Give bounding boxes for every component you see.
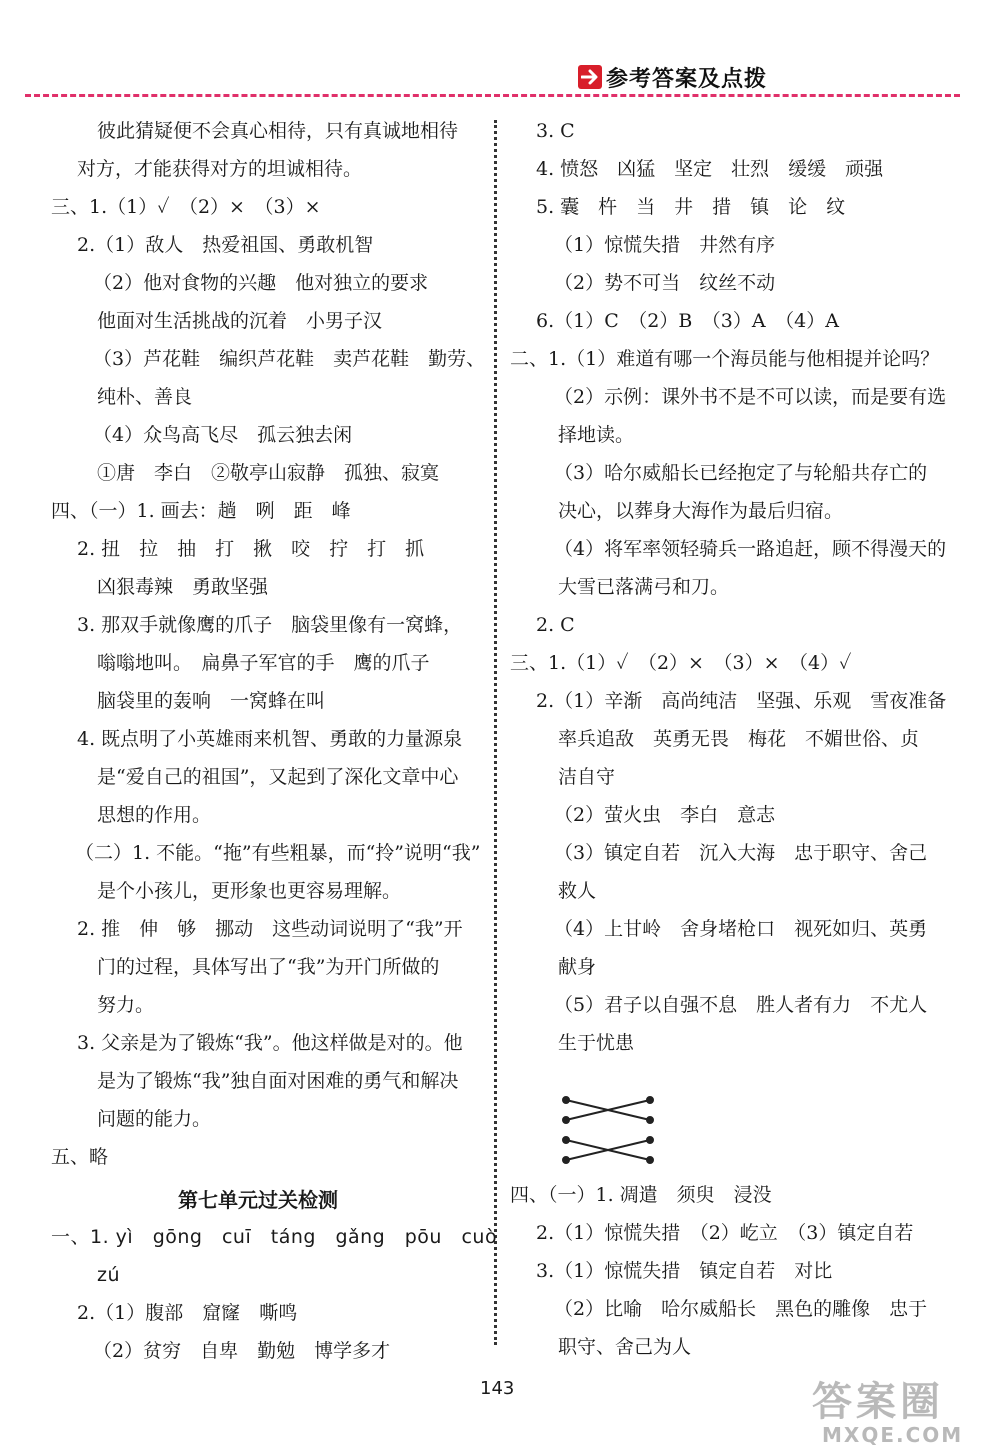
- answer-line: 4. 既点明了小英雄雨来机智、勇敢的力量源泉: [77, 728, 463, 750]
- answer-line: 问题的能力。: [97, 1108, 212, 1130]
- answer-line: （4）众鸟高飞尽 孤云独去闲: [93, 424, 353, 446]
- match-dot: [647, 1137, 653, 1143]
- answer-line: 五、略: [51, 1146, 109, 1168]
- answer-line: （2）萤火虫 李白 意志: [554, 804, 776, 826]
- answer-line: 2.（1）辛渐 高尚纯洁 坚强、乐观 雪夜准备: [536, 690, 947, 712]
- match-dot: [647, 1157, 653, 1163]
- answer-line: 二、1.（1）难道有哪一个海员能与他相提并论吗？: [510, 348, 940, 370]
- answer-line: 思想的作用。: [97, 804, 212, 826]
- answer-line: 一、1. yì gōng cuī táng gǎng pōu cuò: [51, 1226, 498, 1248]
- answer-line: 2. 推 伸 够 挪动 这些动词说明了“我”开: [77, 918, 463, 940]
- answer-line: （2）势不可当 纹丝不动: [554, 272, 776, 294]
- answer-line: 6.（1）C （2）B （3）A （4）A: [536, 310, 839, 332]
- answer-line: 三、1.（1）✓ （2）× （3）× （4）✓: [510, 652, 852, 674]
- answer-line: 脑袋里的轰响 一窝蜂在叫: [97, 690, 326, 712]
- watermark-title: 答案圈: [812, 1379, 944, 1425]
- answer-line: 纯朴、善良: [97, 386, 193, 408]
- answer-line: 献身: [558, 956, 597, 978]
- answer-line: 四、（一）1. 凋遣 须臾 浸没: [510, 1184, 772, 1206]
- answer-line: （3）镇定自若 沉入大海 忠于职守、舍己: [554, 842, 928, 864]
- answer-line: （5）君子以自强不息 胜人者有力 不尤人: [554, 994, 928, 1016]
- answer-line: （2）他对食物的兴趣 他对独立的要求: [93, 272, 429, 294]
- match-dot: [647, 1097, 653, 1103]
- page-number: 143: [480, 1378, 515, 1399]
- answer-line: 四、（一）1. 画去：趟 咧 距 峰: [51, 500, 351, 522]
- answer-line: 3.（1）惊慌失措 镇定自若 对比: [536, 1260, 833, 1282]
- answer-line: 对方，才能获得对方的坦诚相待。: [77, 158, 363, 180]
- answer-line: 努力。: [97, 994, 155, 1016]
- column-divider: [494, 120, 497, 1345]
- answer-line: 门的过程，具体写出了“我”为开门所做的: [97, 956, 440, 978]
- answer-line: 3. C: [536, 120, 575, 142]
- answer-line: （3）芦花鞋 编织芦花鞋 卖芦花鞋 勤劳、: [93, 348, 486, 370]
- matching-lines-diagram: [560, 1092, 660, 1164]
- answer-line: 嗡嗡地叫。 扁鼻子军官的手 鹰的爪子: [97, 652, 430, 674]
- answer-line: 是“爱自己的祖国”，又起到了深化文章中心: [97, 766, 459, 788]
- answer-line: 2.（1）惊慌失措 （2）屹立 （3）镇定自若: [536, 1222, 914, 1244]
- match-dot: [563, 1117, 569, 1123]
- answer-line: （2）比喻 哈尔威船长 黑色的雕像 忠于: [554, 1298, 928, 1320]
- answer-line: 2.（1）腹部 窟窿 嘶鸣: [77, 1302, 298, 1324]
- answer-line: 3. 父亲是为了锻炼“我”。他这样做是对的。他: [77, 1032, 463, 1054]
- watermark-url: MXQE.COM: [822, 1423, 964, 1447]
- answer-line: （二）1. 不能。“拖”有些粗暴，而“拎”说明“我”: [75, 842, 481, 864]
- watermark-logo: [812, 1380, 992, 1452]
- match-dot: [563, 1097, 569, 1103]
- header-title-text: 参考答案及点拨: [606, 66, 768, 92]
- answer-line: 是个小孩儿，更形象也更容易理解。: [97, 880, 402, 902]
- answer-line: （4）将军率领轻骑兵一路追赶，顾不得漫天的: [554, 538, 947, 560]
- answer-line: 4. 愤怒 凶猛 坚定 壮烈 缓缓 顽强: [536, 158, 884, 180]
- answer-line: （1）惊慌失措 井然有序: [554, 234, 776, 256]
- answer-line: 三、1.（1）✓ （2）× （3）×: [51, 196, 321, 218]
- answer-line: 率兵追敌 英勇无畏 梅花 不媚世俗、贞: [558, 728, 920, 750]
- answer-line: 凶狠毒辣 勇敢坚强: [97, 576, 269, 598]
- answer-line: zú: [97, 1264, 121, 1286]
- unit-title: 第七单元过关检测: [178, 1188, 338, 1212]
- match-dot: [647, 1117, 653, 1123]
- answer-line: （2）示例：课外书不是不可以读，而是要有选: [554, 386, 947, 408]
- answer-line: （4）上甘岭 舍身堵枪口 视死如归、英勇: [554, 918, 928, 940]
- answer-line: 彼此猜疑便不会真心相待，只有真诚地相待: [97, 120, 459, 142]
- answer-line: 大雪已落满弓和刀。: [558, 576, 730, 598]
- match-dot: [563, 1137, 569, 1143]
- answer-line: 洁自守: [558, 766, 616, 788]
- answer-line: 5. 囊 杵 当 井 措 镇 论 纹: [536, 196, 846, 218]
- answer-line: 择地读。: [558, 424, 635, 446]
- answer-line: （3）哈尔威船长已经抱定了与轮船共存亡的: [554, 462, 928, 484]
- answer-line: 生于忧患: [558, 1032, 635, 1054]
- answer-line: 决心，以葬身大海作为最后归宿。: [558, 500, 844, 522]
- answer-line: 救人: [558, 880, 597, 902]
- match-dot: [563, 1157, 569, 1163]
- answer-line: 2.（1）敌人 热爱祖国、勇敢机智: [77, 234, 374, 256]
- answer-line: 2. 扭 拉 抽 打 揪 咬 拧 打 抓: [77, 538, 425, 560]
- answer-line: 2. C: [536, 614, 575, 636]
- header-title: [578, 62, 767, 92]
- answer-line: 职守、舍己为人: [558, 1336, 692, 1358]
- answer-line: 3. 那双手就像鹰的爪子 脑袋里像有一窝蜂，: [77, 614, 463, 636]
- answer-line: 是为了锻炼“我”独自面对困难的勇气和解决: [97, 1070, 459, 1092]
- answer-line: 他面对生活挑战的沉着 小男子汉: [97, 310, 383, 332]
- answer-line: （2）贫穷 自卑 勤勉 博学多才: [93, 1340, 391, 1362]
- header-divider: [25, 94, 960, 97]
- answer-line: ①唐 李白 ②敬亭山寂静 孤独、寂寞: [97, 462, 440, 484]
- arrow-right-icon: [578, 65, 602, 89]
